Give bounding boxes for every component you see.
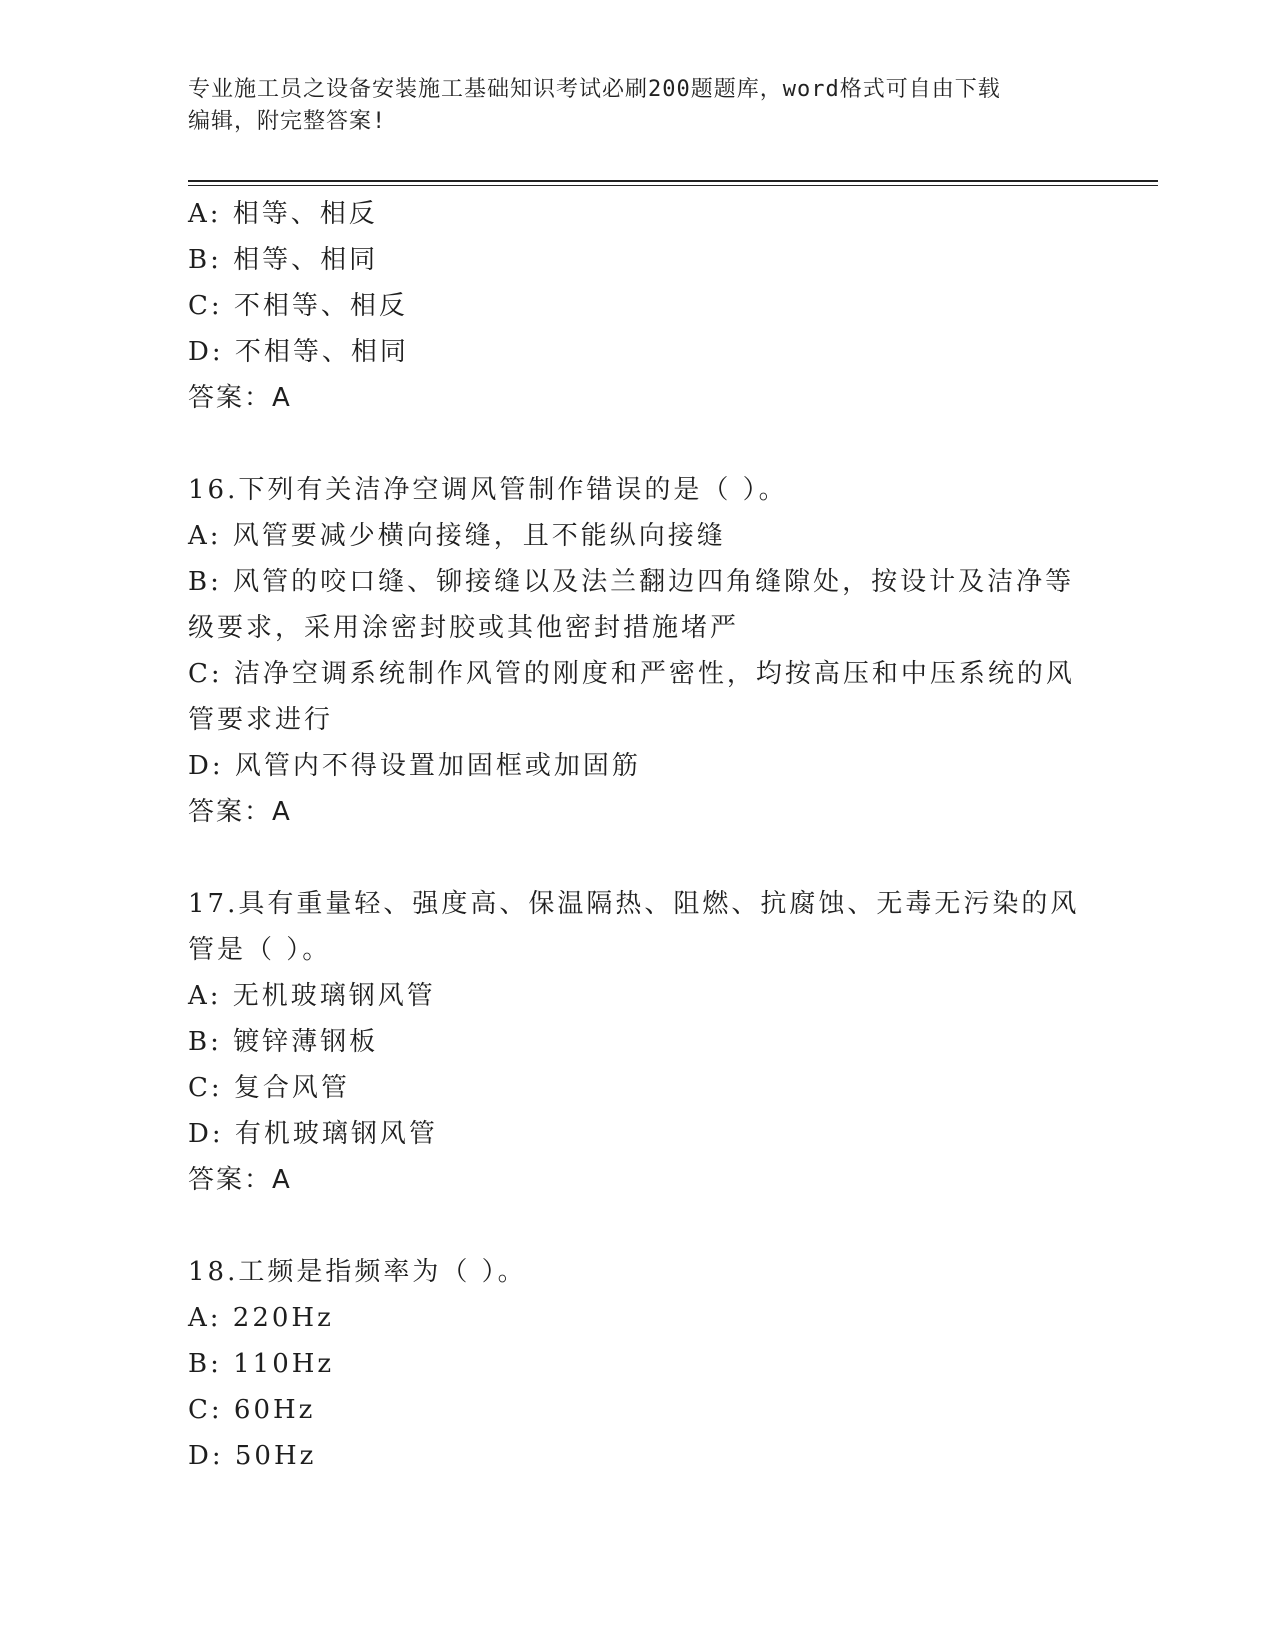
q16-option-c-line-1: C: 洁净空调系统制作风管的刚度和严密性，均按高压和中压系统的风 (188, 659, 1075, 689)
q15-option-a: A: 相等、相反 (188, 199, 378, 229)
q16-option-b-line-1: B: 风管的咬口缝、铆接缝以及法兰翻边四角缝隙处，按设计及洁净等 (188, 567, 1075, 597)
question-spacer (188, 421, 1088, 467)
q15-option-c: C: 不相等、相反 (188, 291, 408, 321)
q16-option-b-line-2: 级要求，采用涂密封胶或其他密封措施堵严 (188, 613, 740, 643)
q17-option-a: A: 无机玻璃钢风管 (188, 981, 436, 1011)
q15-option-d: D: 不相等、相同 (188, 337, 409, 367)
q16-stem: 16.下列有关洁净空调风管制作错误的是（ ）。 (188, 475, 788, 505)
q17-answer: 答案：A (188, 1165, 292, 1195)
q18-stem: 18.工频是指频率为（ ）。 (188, 1257, 527, 1287)
q17-option-b: B: 镀锌薄钢板 (188, 1027, 379, 1057)
header-divider-thin (188, 185, 1158, 186)
q16-option-c-line-2: 管要求进行 (188, 705, 334, 735)
q15-option-b: B: 相等、相同 (188, 245, 379, 275)
q17-stem-line-1: 17.具有重量轻、强度高、保温隔热、阻燃、抗腐蚀、无毒无污染的风 (188, 889, 1080, 919)
question-16 (188, 467, 1088, 835)
header-title-line-2: 编辑，附完整答案! (188, 109, 387, 134)
question-17 (188, 881, 1088, 1203)
question-18 (188, 1249, 1088, 1479)
header-title-line-1: 专业施工员之设备安装施工基础知识考试必刷200题题库，word格式可自由下载 (188, 77, 1001, 102)
question-spacer (188, 835, 1088, 881)
q18-option-d: D: 50Hz (188, 1441, 317, 1471)
header-divider-thick (188, 180, 1158, 182)
q17-stem-line-2: 管是（ ）。 (188, 935, 332, 965)
q16-option-a: A: 风管要减少横向接缝，且不能纵向接缝 (188, 521, 726, 551)
q18-option-a: A: 220Hz (188, 1303, 334, 1333)
q17-option-d: D: 有机玻璃钢风管 (188, 1119, 438, 1149)
q18-option-c: C: 60Hz (188, 1395, 316, 1425)
q16-option-d: D: 风管内不得设置加固框或加固筋 (188, 751, 641, 781)
q18-option-b: B: 110Hz (188, 1349, 335, 1379)
q17-option-c: C: 复合风管 (188, 1073, 350, 1103)
question-spacer (188, 1203, 1088, 1249)
question-15 (188, 191, 1088, 421)
q15-answer: 答案：A (188, 383, 292, 413)
question-list (188, 191, 1088, 1479)
q16-answer: 答案：A (188, 797, 292, 827)
page-header (188, 74, 1068, 138)
